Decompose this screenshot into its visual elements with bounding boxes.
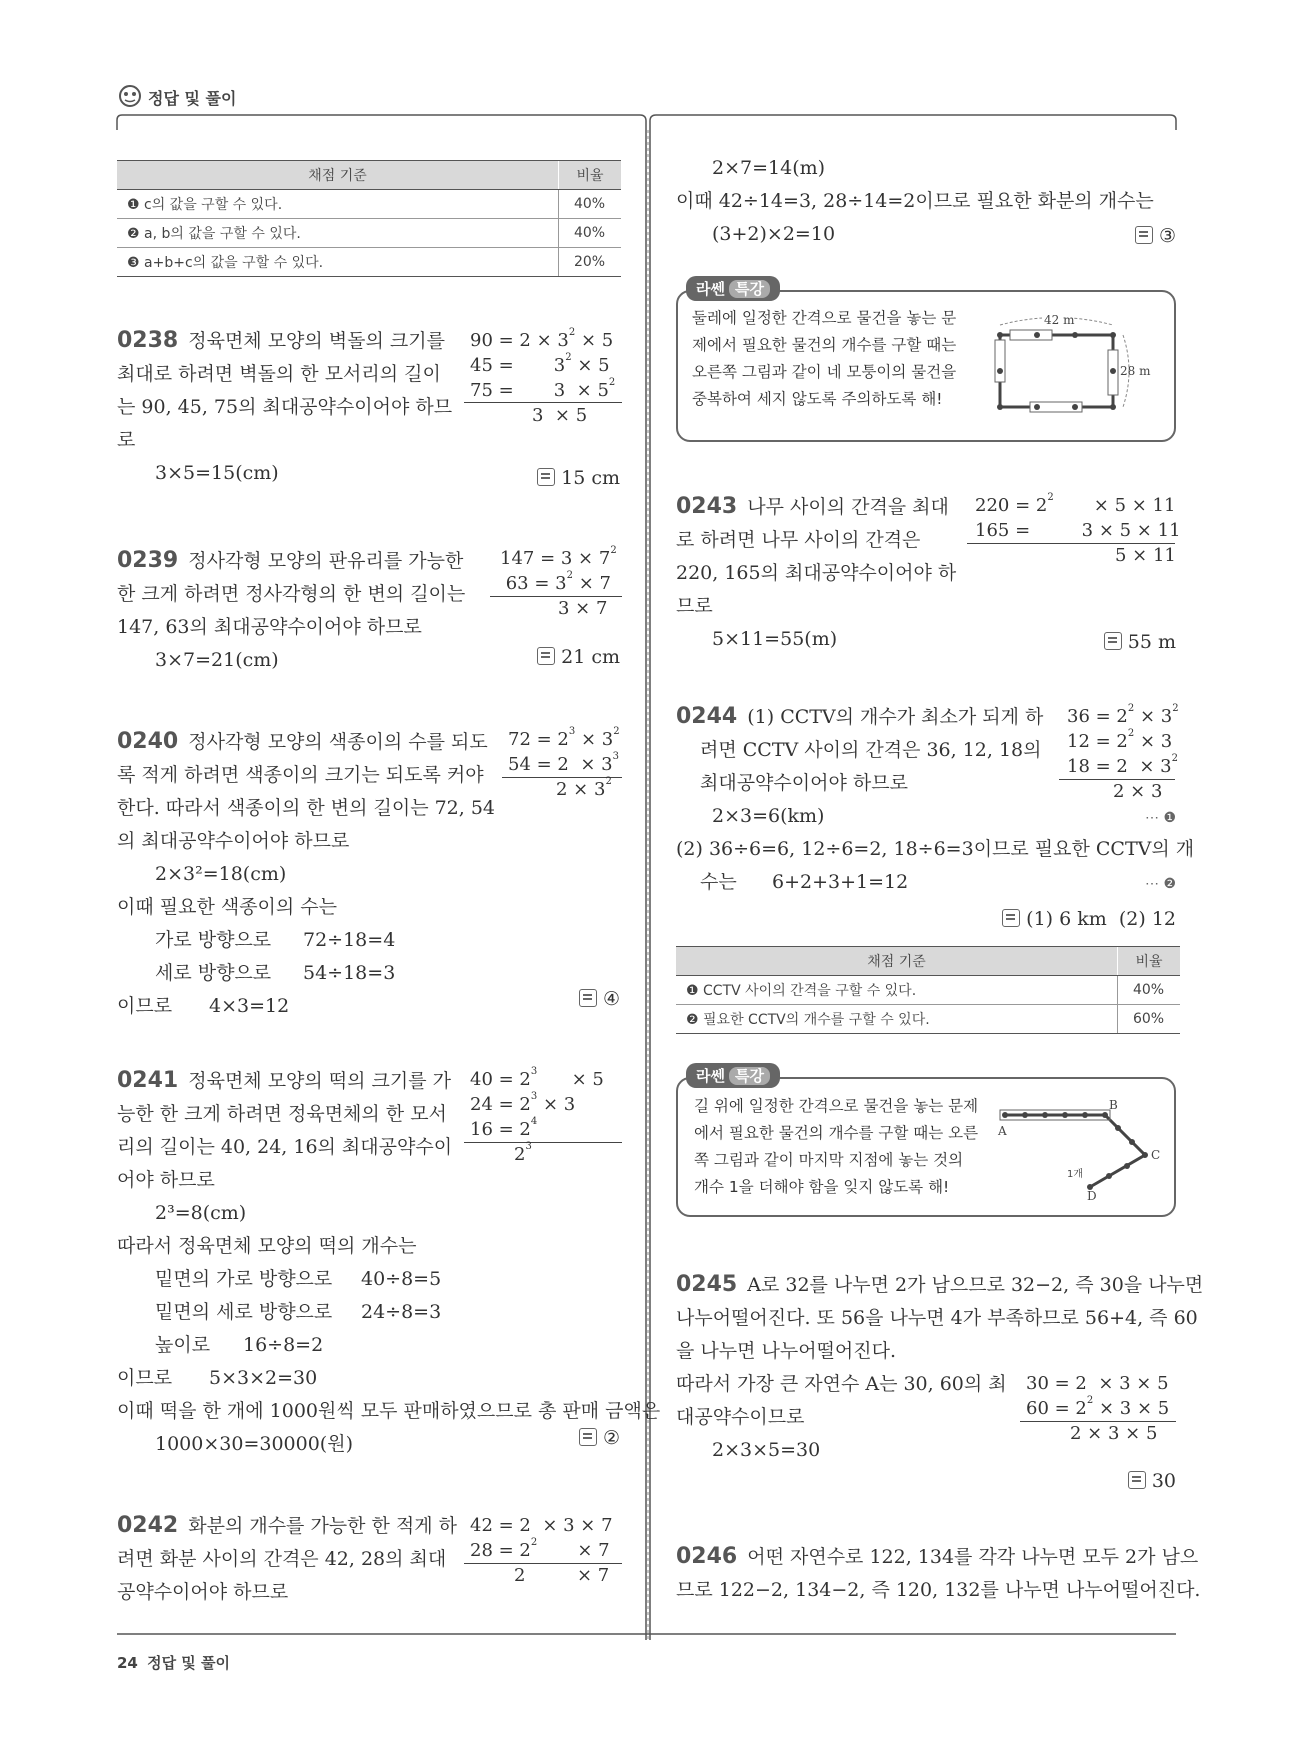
mark-2: ⋯ ❷ [1144,876,1176,892]
gcd-work-0242: 42 = 2 × 3 × 7 $28 = 2^2$ × 7 2 × 7 [470,1513,622,1588]
problem-0238: 0238 정육면체 모양의 벽돌의 크기를 최대로 하려면 벽돌의 한 모서리의 길이 는 90, 45, 75의 최대공약수이어야 하므 로 3×5=15(cm) [117,324,452,490]
problem-0242-cont: 2×7=14(m) 이때 42÷14=3, 28÷14=2이므로 필요한 화분의 개수는 (3+2)×2=10 [676,157,1154,245]
header-title: 정답 및 풀이 [148,89,237,108]
answer-0240: ④ [579,988,620,1010]
calc: 1000×30=30000(원) [155,1433,353,1455]
answer-icon [579,989,597,1007]
calc: 2×3=6(km) [712,805,825,827]
answer-icon [1128,1471,1146,1489]
problem-0244: 0244 (1) CCTV의 개수가 최소가 되게 하 려면 CCTV 사이의 간격은 36, 12, 18의 최대공약수이어야 하므로 2×3=6(km) (2) 36÷6=6, 12÷6=2, 18÷6=3이므로 필요한 CCTV의 개 수는 6+2+3+1=12 [676,704,1195,893]
answer-icon [537,647,555,665]
count-label: 1개 [1067,1169,1084,1180]
problem-number: 0246 [676,1544,738,1569]
table-row: ❷ 필요한 CCTV의 개수를 구할 수 있다. 60% [676,1005,1180,1034]
criteria-head: 채점 기준 [117,161,559,190]
gcd-work-0244: $36 = 2^2 \times 3^2$ $12 = 2^2 \times 3$ $18 = 2 \times 3^2$ 2 × 3 [1067,704,1175,804]
problem-number: 0240 [117,729,179,754]
point-b-label: B [1109,1098,1118,1112]
answer-0238: 15 cm [537,467,620,489]
perimeter-diagram [990,310,1160,425]
gcd-work-0240: $72 = 2^3 \times 3^2$ $54 = 2 \times 3^3$ $2 \times 3^2$ [508,727,622,802]
answer-0244: (1) 6 km (2) 12 [1002,908,1176,930]
problem-0245: 0245 A로 32를 나누면 2가 남으므로 32−2, 즉 30을 나누면 나누어떨어진다. 또 56을 나누면 4가 부족하므로 56+4, 즉 60 을 나누면 나누어떨어진다. 따라서 가장 큰 자연수 A는 30, 60의 최 대공약수이므로 2×3×5=30 [676,1268,1203,1467]
gcd-work-0245: 30 = 2 × 3 × 5 $60 = 2^2 \times 3 \times 5$ 2 × 3 × 5 [1026,1371,1176,1446]
problem-number: 0238 [117,328,179,353]
point-c-label: C [1151,1148,1161,1162]
problem-0239: 0239 정사각형 모양의 판유리를 가능한 한 크게 하려면 정사각형의 한 변의 길이는 147, 63의 최대공약수이어야 하므로 3×7=21(cm) [117,544,465,677]
point-d-label: D [1087,1189,1097,1200]
ratio-head: 비율 [1118,947,1181,976]
problem-number: 0242 [117,1513,179,1538]
tip-tag-2: 라쎈 특강 [686,1063,780,1088]
footer [117,1652,230,1673]
answer-0245: 30 [1128,1470,1176,1492]
criteria-table-1 [117,160,621,277]
answer-icon [1135,226,1153,244]
tip-text-2: 길 위에 일정한 간격으로 물건을 놓는 문제 에서 필요한 물건의 개수를 구할 때는 오른 쪽 그림과 같이 마지막 지점에 놓는 것의 개수 1을 더해야 함을 잊지 않도록 해! [694,1097,979,1196]
answer-0239: 21 cm [537,646,620,668]
problem-0243: 0243 나무 사이의 간격을 최대 로 하려면 나무 사이의 간격은 220, 165의 최대공약수이어야 하 므로 5×11=55(m) [676,490,956,656]
table-row: ❶ c의 값을 구할 수 있다. 40% [117,190,621,219]
answer-icon [1104,632,1122,650]
criteria-table-2 [676,946,1180,1034]
gcd-work-0241: $40 = 2^3$ × 5 $24 = 2^3 \times 3$ $16 = 2^4$ $2^3$ [470,1067,622,1167]
width-label: 42 m [1044,313,1075,327]
tip-text-1: 둘레에 일정한 간격으로 물건을 놓는 문 제에서 필요한 물건의 개수를 구할 때는 오른쪽 그림과 같이 네 모퉁이의 물건을 중복하여 세지 않도록 주의하도록 해! [692,309,957,408]
footer-title: 정답 및 풀이 [147,1654,231,1672]
height-label: 28 m [1120,364,1151,378]
calc: 3×7=21(cm) [155,649,279,671]
gcd-work-0238: $90 = 2 \times 3^2 \times 5$ 45 = $3^2 \times 5$ 75 = $3 \times 5^2$ 3 × 5 [470,328,622,428]
table-row: ❶ CCTV 사이의 간격을 구할 수 있다. 40% [676,976,1180,1005]
answer-0242: ③ [1135,225,1176,247]
ratio-head: 비율 [559,161,622,190]
answer-icon [1002,909,1020,927]
answer-0243: 55 m [1104,631,1176,653]
answer-icon [579,1428,597,1446]
gcd-work-0239: $147 = 3 \times 7^2$ $63 = 3^2 \times 7$ 3 × 7 [500,546,622,621]
tip-tag-1: 라쎈 특강 [686,276,780,301]
problem-0246: 0246 어떤 자연수로 122, 134를 각각 나누면 모두 2가 남으 므로 122−2, 134−2, 즉 120, 132를 나누면 나누어떨어진다. [676,1544,1201,1601]
problem-number: 0243 [676,494,738,519]
answer-0241: ② [579,1427,620,1449]
problem-0242: 0242 화분의 개수를 가능한 한 적게 하 려면 화분 사이의 간격은 42, 28의 최대 공약수이어야 하므로 [117,1513,458,1603]
calc: 3×5=15(cm) [155,462,279,484]
path-diagram [995,1095,1170,1200]
problem-number: 0241 [117,1068,179,1093]
page-number: 24 [117,1654,138,1672]
criteria-head: 채점 기준 [676,947,1118,976]
problem-number: 0244 [676,704,738,729]
calc: 2³=8(cm) [155,1202,247,1224]
answer-icon [537,468,555,486]
problem-number: 0245 [676,1272,738,1297]
mark-1: ⋯ ❶ [1144,810,1176,826]
problem-0241: 0241 정육면체 모양의 떡의 크기를 가 능한 한 크게 하려면 정육면체의 한 모서 리의 길이는 40, 24, 16의 최대공약수이 어야 하므로 2³=8(cm) 따라서 정육면체 모양의 떡의 개수는 밑면의 가로 방향으로 40÷8=5 밑면의 세로 방향으로 24÷8=3 높이로 16÷8=2 이므로 5×3×2=30 이때 떡을 한 개에 1000원씩 모두 판매하였으므로 총 판매 금액은 1000×30=30000(원) [117,1064,660,1461]
point-a-label: A [998,1124,1007,1138]
calc: 2×3×5=30 [712,1439,821,1461]
calc: 2×3²=18(cm) [155,863,287,885]
problem-0240: 0240 정사각형 모양의 색종이의 수를 되도 록 적게 하려면 색종이의 크기는 되도록 커야 한다. 따라서 색종이의 한 변의 길이는 72, 54 의 최대공약수이어야 하므로 2×3²=18(cm) 이때 필요한 색종이의 수는 가로 방향으로 72÷18=4 세로 방향으로 54÷18=3 이므로 4×3=12 [117,729,496,1017]
table-row: ❷ a, b의 값을 구할 수 있다. 40% [117,219,621,248]
gcd-work-0243: $220 = 2^2$ × 5 × 11 165 = 3 × 5 × 11 5 × 11 [975,493,1175,568]
table-row: ❸ a+b+c의 값을 구할 수 있다. 20% [117,248,621,277]
calc: 5×11=55(m) [712,628,838,650]
problem-number: 0239 [117,548,179,573]
